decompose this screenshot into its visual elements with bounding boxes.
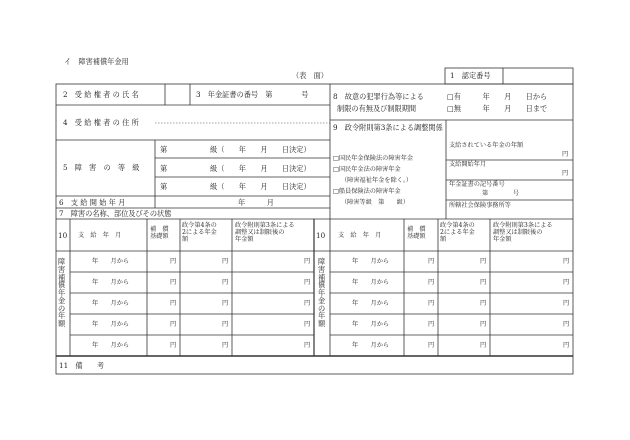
article3-yen: 円 <box>304 342 311 349</box>
header-basic-amount: 補 償 基礎額 <box>407 226 426 241</box>
header-payment-month: 支 給 年 月 <box>338 232 382 239</box>
field-label-recipient-address: 4 受 給 権 者 の 住 所 <box>63 118 139 127</box>
grade-row-text: 級（ 年 月 日決定） <box>210 145 311 154</box>
header-payment-month: 支 給 年 月 <box>78 232 122 239</box>
annual-amount-label: 支給されている年金の年額 <box>449 142 524 149</box>
row-month: 年 月から <box>352 300 390 307</box>
article4-yen: 円 <box>222 300 229 307</box>
row-month: 年 月から <box>352 279 390 286</box>
basic-yen: 円 <box>170 342 177 349</box>
basic-yen: 円 <box>428 258 435 265</box>
insurance-option[interactable]: □国民年金法の障害年金 <box>333 166 401 173</box>
grade-row-text: 級（ 年 月 日決定） <box>210 164 311 173</box>
insurance-grade: （障害等級 第 級） <box>341 199 410 206</box>
basic-yen: 円 <box>428 300 435 307</box>
table-vertical-label-left: 障害補償年金の年額 <box>58 257 66 329</box>
article4-yen: 円 <box>480 300 487 307</box>
row-month: 年 月から <box>92 321 130 328</box>
article4-yen: 円 <box>480 279 487 286</box>
field-label-payment-start: 6 支 給 開 始 年 月 <box>59 198 126 207</box>
payment-start-value: 年 月 <box>238 198 274 207</box>
row-month: 年 月から <box>352 321 390 328</box>
grade-prefix: 第 <box>160 164 168 173</box>
insurance-note: （障害福祉年金を除く。） <box>341 177 413 184</box>
article4-yen: 円 <box>480 342 487 349</box>
header-basic-amount: 補 償 基礎額 <box>150 226 169 241</box>
article3-yen: 円 <box>563 279 570 286</box>
grade-prefix: 第 <box>160 182 168 191</box>
field-label-restriction-period: 制限の有無及び制限期間 <box>337 104 417 113</box>
remarks-field[interactable] <box>120 358 570 372</box>
article3-yen: 円 <box>304 258 311 265</box>
insurance-option[interactable]: □船員保険法の障害年金 <box>333 188 401 195</box>
row-month: 年 月から <box>92 279 130 286</box>
restriction-yes-checkbox[interactable]: □有 年 月 日から <box>447 92 548 101</box>
article3-yen: 円 <box>563 342 570 349</box>
field-label-disability-name: 7 障害の名称、部位及びその状態 <box>59 209 172 218</box>
certificate-symbol-value: 第 号 <box>482 190 520 197</box>
article3-yen: 円 <box>304 279 311 286</box>
header-article4-amount: 政令第4条の 2による年金 額 <box>182 222 217 244</box>
field-label-remarks: 11 備 考 <box>59 361 105 370</box>
certificate-symbol-label: 年金証書の記号番号 <box>449 181 505 188</box>
recipient-name-field[interactable] <box>166 85 189 104</box>
field-label-restriction: 8 故意の犯罪行為等による <box>333 92 424 101</box>
front-label: （表 面） <box>292 71 328 80</box>
article4-yen: 円 <box>222 342 229 349</box>
article4-yen: 円 <box>222 321 229 328</box>
article4-yen: 円 <box>222 258 229 265</box>
table-number-right: 10 <box>316 231 326 240</box>
article4-yen: 円 <box>480 321 487 328</box>
article3-yen: 円 <box>563 258 570 265</box>
header-article3-amount: 政令附則第3条による 調整又は制限後の 年金額 <box>493 222 553 244</box>
basic-yen: 円 <box>428 321 435 328</box>
article3-yen: 円 <box>304 300 311 307</box>
cert-number-field[interactable] <box>505 69 571 83</box>
recipient-address-field[interactable] <box>156 106 329 139</box>
field-label-certificate-number: 3 年金証書の番号 第 号 <box>196 90 309 99</box>
cert-number-label: 1 認定番号 <box>450 71 491 80</box>
article4-yen: 円 <box>222 279 229 286</box>
grade-prefix: 第 <box>160 145 168 154</box>
table-vertical-label-right: 障害補償年金の年額 <box>318 257 326 329</box>
field-label-adjustment: 9 政令附則第3条による調整関係 <box>333 123 443 132</box>
basic-yen: 円 <box>170 258 177 265</box>
social-insurance-office-label: 所轄社会保険事務所等 <box>449 202 511 209</box>
section-title: イ 障害補償年金用 <box>64 57 129 66</box>
grade-row-text: 級（ 年 月 日決定） <box>210 182 311 191</box>
yen-unit: 円 <box>562 170 569 177</box>
article3-yen: 円 <box>563 300 570 307</box>
basic-yen: 円 <box>428 342 435 349</box>
row-month: 年 月から <box>352 258 390 265</box>
basic-yen: 円 <box>428 279 435 286</box>
header-article3-amount: 政令附則第3条による 調整又は制限後の 年金額 <box>235 222 295 244</box>
basic-yen: 円 <box>170 300 177 307</box>
row-month: 年 月から <box>92 300 130 307</box>
start-month-label: 支給開始年月 <box>449 161 487 168</box>
basic-yen: 円 <box>170 321 177 328</box>
insurance-option[interactable]: □国民年金保険法の障害年金 <box>333 155 414 162</box>
restriction-no-checkbox[interactable]: □無 年 月 日まで <box>447 104 548 113</box>
yen-unit: 円 <box>562 151 569 158</box>
article4-yen: 円 <box>480 258 487 265</box>
table-number-left: 10 <box>58 231 68 240</box>
row-month: 年 月から <box>92 258 130 265</box>
field-label-recipient-name: 2 受 給 権 者 の 氏 名 <box>63 90 139 99</box>
basic-yen: 円 <box>170 279 177 286</box>
row-month: 年 月から <box>352 342 390 349</box>
row-month: 年 月から <box>92 342 130 349</box>
field-label-disability-grade: 5 障 害 の 等 級 <box>63 163 140 172</box>
article3-yen: 円 <box>563 321 570 328</box>
header-article4-amount: 政令第4条の 2による年金 額 <box>440 222 475 244</box>
article3-yen: 円 <box>304 321 311 328</box>
